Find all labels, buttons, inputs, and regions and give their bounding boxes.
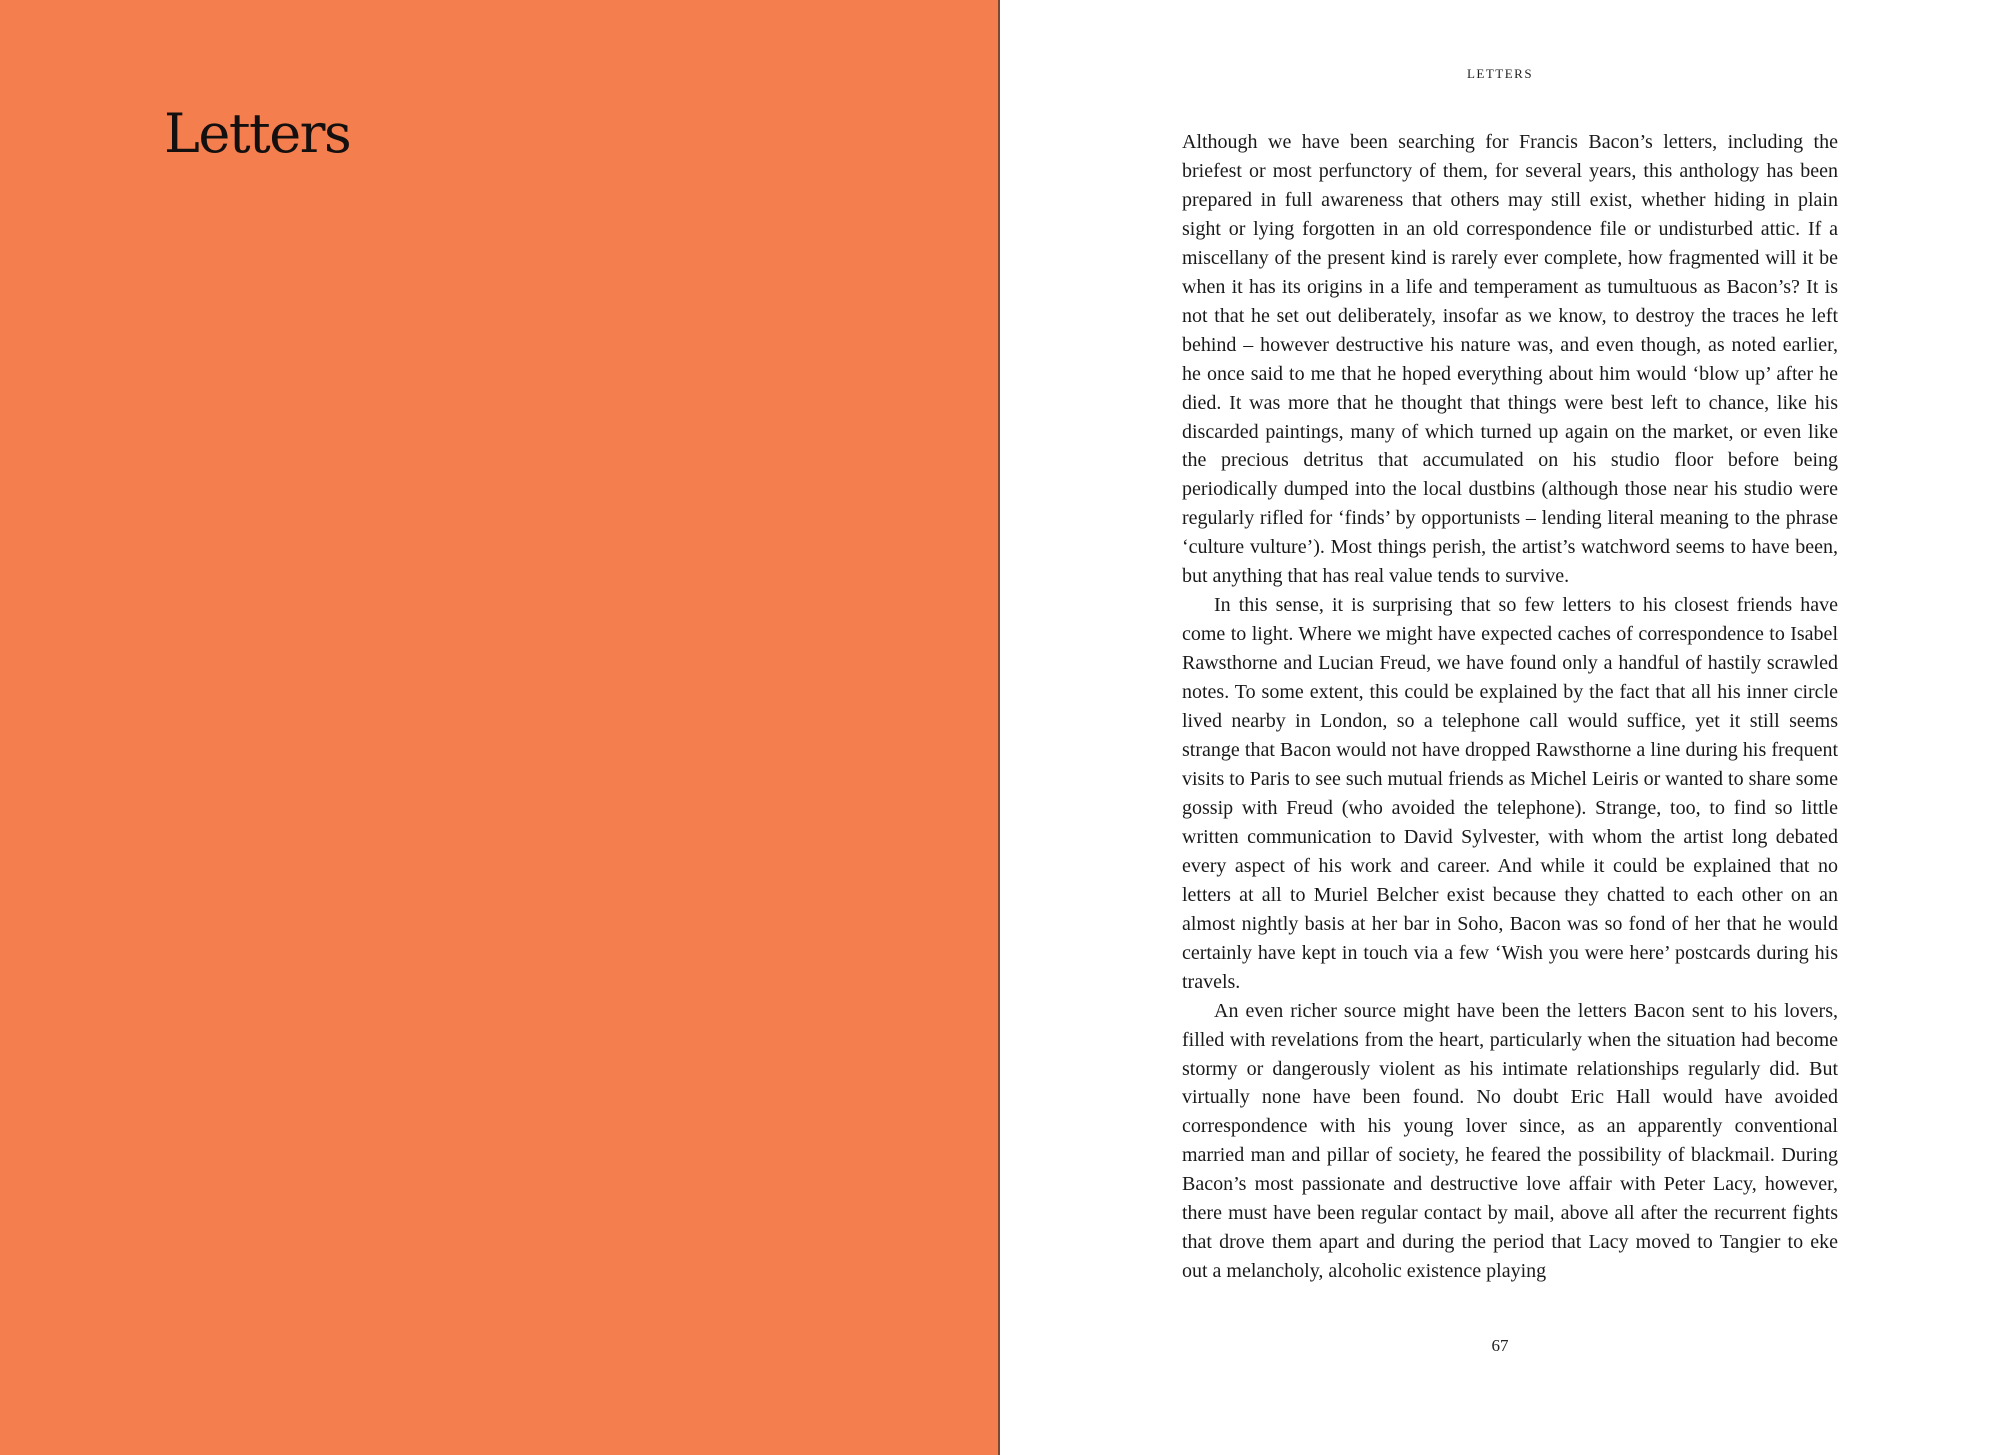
paragraph: Although we have been searching for Francis Bacon’s letters, including the briefest or most perfunctory of them, for several years, this anthology has been prepared in full awareness that others may still exist, whether hiding in plain sight or lying forgotten in an old correspondence file or undisturbed attic. If a miscellany of the present kind is rarely ever complete, how fragmented will it be when it has its origins in a life and temperament as tumultuous as Bacon’s? It is not that he set out deliberately, insofar as we know, to destroy the traces he left behind – however destructive his nature was, and even though, as noted earlier, he once said to me that he hoped everything about him would ‘blow up’ after he died. It was more that he thought that things were best left to chance, like his discarded paintings, many of which turned up again on the market, or even like the precious detritus that accumulated on his studio floor before being periodically dumped into the local dustbins (although those near his studio were regularly rifled for ‘finds’ by opportunists – lending literal meaning to the phrase ‘culture vulture’). Most things perish, the artist’s watchword seems to have been, but anything that has real value tends to survive. (1182, 131, 1838, 588)
paragraph: In this sense, it is surprising that so few letters to his closest friends have come to light. Where we might have expected caches of correspondence to Isabel Rawsthorne and Lucian Freud, we have found only a handful of hastily scrawled notes. To some extent, this could be explained by the fact that all his inner circle lived nearby in London, so a telephone call would suffice, yet it still seems strange that Bacon would not have dropped Rawsthorne a line during his frequent visits to Paris to see such mutual friends as Michel Leiris or wanted to share some gossip with Freud (who avoided the telephone). Strange, too, to find so little written communication to David Sylvester, with whom the artist long debated every aspect of his work and career. And while it could be explained that no letters at all to Muriel Belcher exist because they chatted to each other on an almost nightly basis at her bar in Soho, Bacon was so fond of her that he would certainly have kept in touch via a few ‘Wish you were here’ postcards during his travels. (1182, 594, 1838, 993)
body-text (1182, 128, 1838, 1286)
running-head: LETTERS (1466, 66, 1534, 81)
chapter-title: Letters (164, 102, 351, 165)
left-page (0, 0, 998, 1455)
paragraph: An even richer source might have been the letters Bacon sent to his lovers, filled with revelations from the heart, particularly when the situation had become stormy or dangerously violent as his intimate relationships regularly did. But virtually none have been found. No doubt Eric Hall would have avoided correspondence with his young lover since, as an apparently conventional married man and pillar of society, he feared the possibility of blackmail. During Bacon’s most passionate and destructive love affair with Peter Lacy, however, there must have been regular contact by mail, above all after the recurrent fights that drove them apart and during the period that Lacy moved to Tangier to eke out a melancholy, alcoholic existence playing (1182, 999, 1838, 1283)
page-number: 67 (1491, 1336, 1509, 1355)
